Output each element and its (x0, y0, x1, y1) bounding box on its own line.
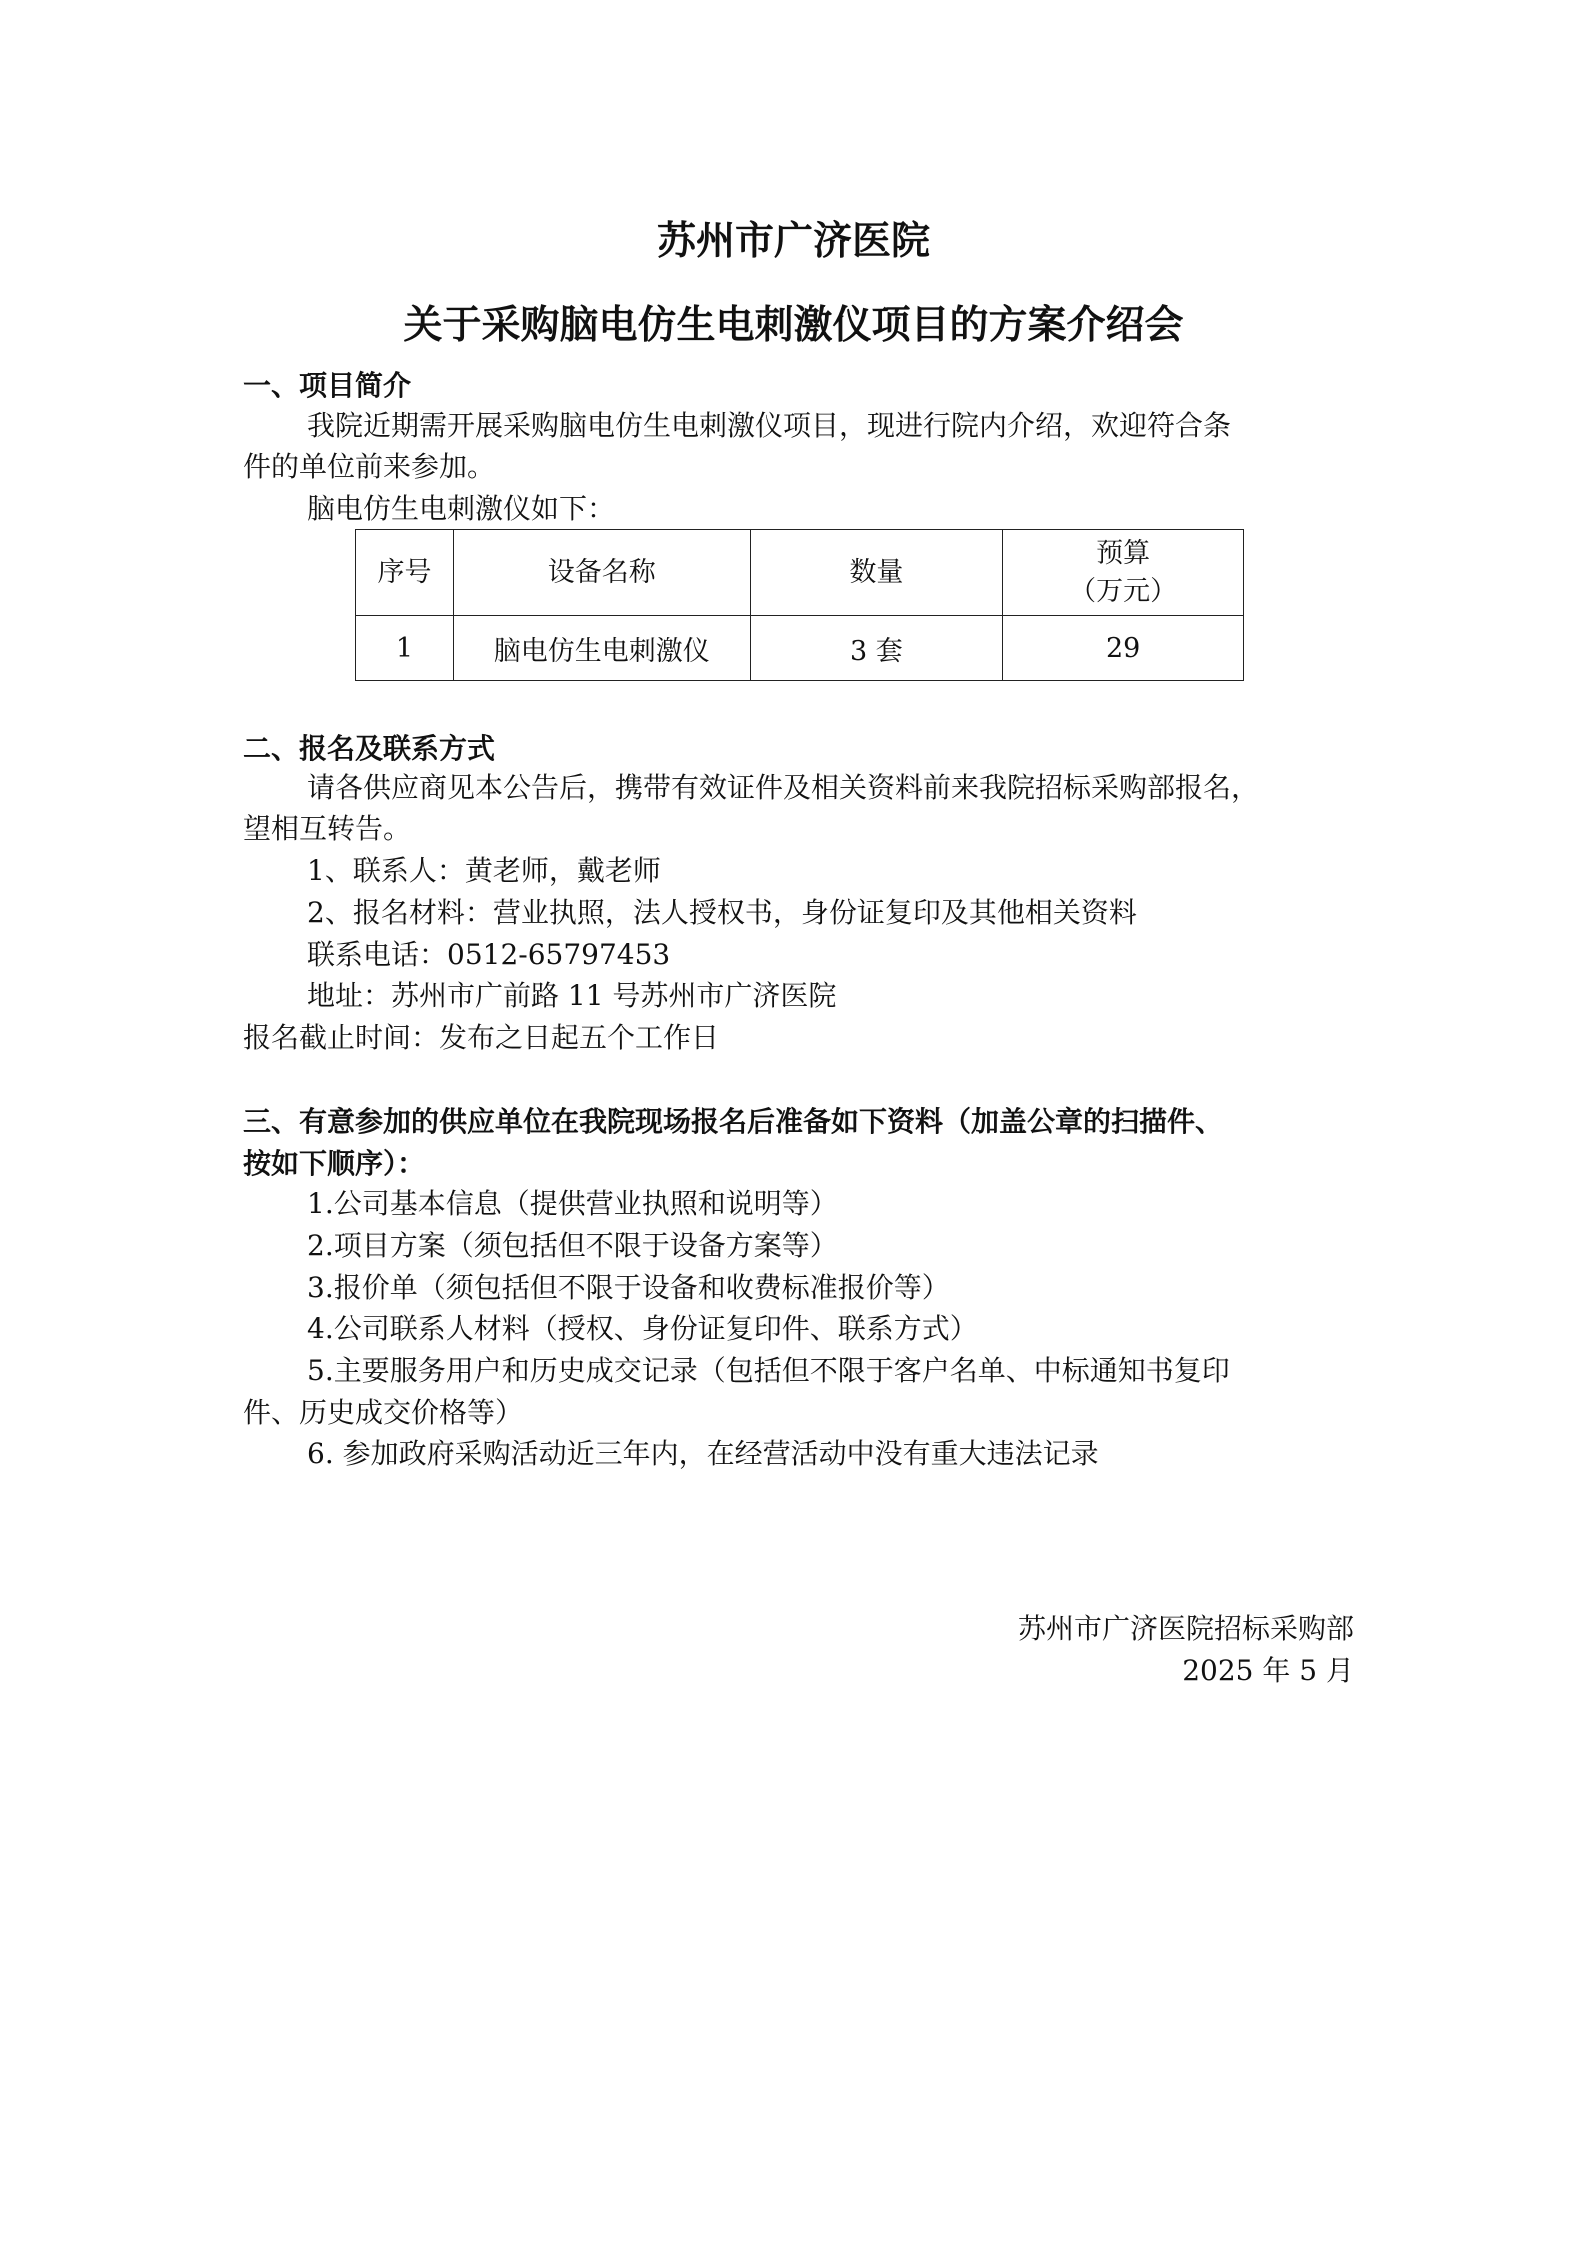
contact-person: 1、联系人：黄老师，戴老师 (307, 854, 661, 887)
header-budget (1003, 530, 1244, 616)
list-item-contact-materials: 4.公司联系人材料（授权、身份证复印件、联系方式） (307, 1312, 978, 1345)
list-item-quotation: 3.报价单（须包括但不限于设备和收费标准报价等） (307, 1271, 950, 1304)
registration-deadline: 报名截止时间：发布之日起五个工作日 (243, 1021, 720, 1054)
cell-quantity: 3 套 (750, 616, 1003, 681)
header-budget-line1: 预算 (1096, 537, 1151, 569)
section2-heading: 二、报名及联系方式 (243, 732, 496, 765)
section2-paragraph-line1: 请各供应商见本公告后，携带有效证件及相关资料前来我院招标采购部报名， (307, 771, 1260, 804)
equipment-table (355, 529, 1244, 681)
address: 地址：苏州市广前路 11 号苏州市广济医院 (307, 979, 837, 1012)
list-item-company-info: 1.公司基本信息（提供营业执照和说明等） (307, 1187, 838, 1220)
section2-paragraph-line2: 望相互转告。 (243, 812, 412, 845)
table-intro: 脑电仿生电刺激仪如下： (307, 492, 616, 525)
section1-paragraph-line2: 件的单位前来参加。 (243, 450, 496, 483)
cell-budget: 29 (1003, 616, 1244, 681)
cell-equipment-name: 脑电仿生电刺激仪 (453, 616, 750, 681)
section3-heading-line2: 按如下顺序）： (243, 1147, 426, 1180)
table-header-row (356, 530, 1244, 616)
list-item-project-plan: 2.项目方案（须包括但不限于设备方案等） (307, 1229, 838, 1262)
registration-materials: 2、报名材料：营业执照，法人授权书，身份证复印及其他相关资料 (307, 896, 1137, 929)
list-item-service-history-line1: 5.主要服务用户和历史成交记录（包括但不限于客户名单、中标通知书复印 (307, 1354, 1230, 1387)
cell-serial-no: 1 (356, 616, 454, 681)
header-equipment-name: 设备名称 (453, 530, 750, 616)
list-item-no-violation: 6. 参加政府采购活动近三年内，在经营活动中没有重大违法记录 (307, 1437, 1099, 1470)
contact-phone: 联系电话：0512-65797453 (307, 938, 671, 971)
list-item-service-history-line2: 件、历史成交价格等） (243, 1396, 524, 1429)
section1-paragraph-line1: 我院近期需开展采购脑电仿生电刺激仪项目，现进行院内介绍，欢迎符合条 (307, 409, 1232, 442)
table-row (356, 616, 1244, 681)
section1-heading: 一、项目简介 (243, 369, 412, 402)
header-serial-no: 序号 (356, 530, 454, 616)
document-subtitle: 关于采购脑电仿生电刺激仪项目的方案介绍会 (403, 303, 1184, 348)
signature-department: 苏州市广济医院招标采购部 (1017, 1612, 1354, 1645)
header-quantity: 数量 (750, 530, 1003, 616)
document-title: 苏州市广济医院 (656, 219, 930, 264)
section3-heading-line1: 三、有意参加的供应单位在我院现场报名后准备如下资料（加盖公章的扫描件、 (243, 1105, 1224, 1138)
header-budget-line2: （万元） (1069, 575, 1178, 607)
signature-date: 2025 年 5 月 (1182, 1654, 1354, 1687)
